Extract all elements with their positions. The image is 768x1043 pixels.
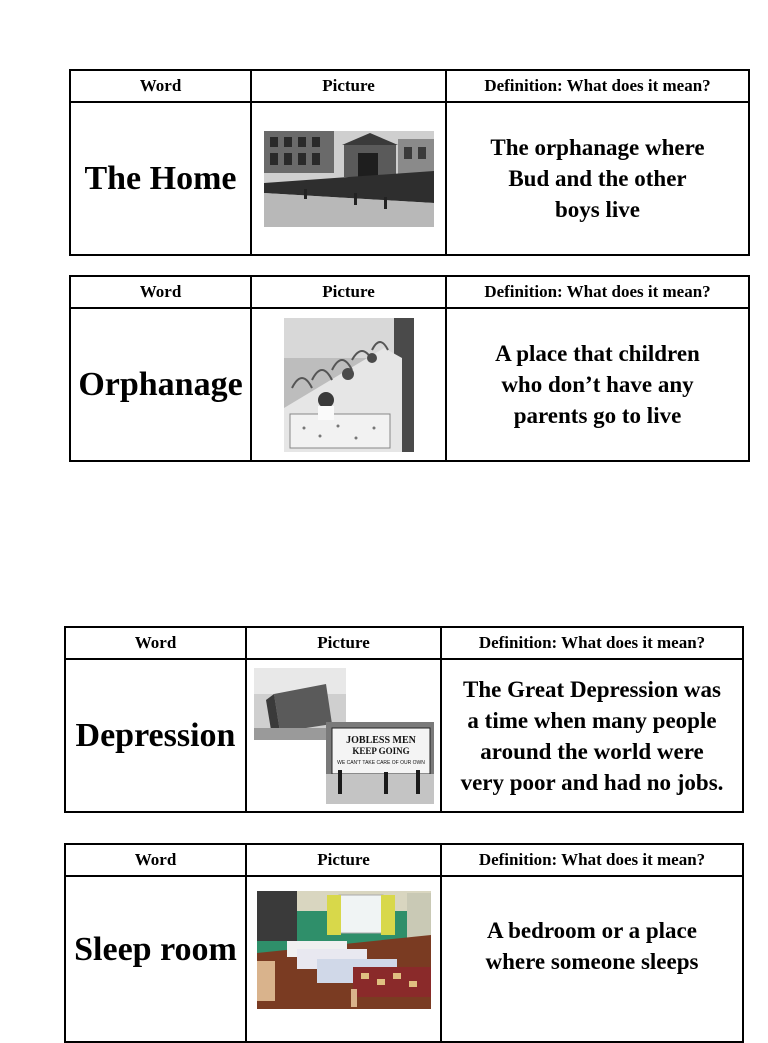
definition-line: The Great Depression was	[463, 676, 721, 702]
vocab-card-sleep-room	[64, 843, 744, 1043]
vocab-word: Orphanage	[70, 308, 251, 461]
definition-line: The orphanage where	[490, 135, 705, 160]
definition-line: A bedroom or a place	[487, 918, 697, 943]
word-header: Word	[70, 70, 251, 102]
sign-text: WE CAN'T TAKE CARE OF OUR OWN	[336, 759, 425, 766]
definition-line: around the world were	[480, 738, 704, 764]
word-header: Word	[70, 276, 251, 308]
picture-header: Picture	[251, 276, 446, 308]
picture-header: Picture	[251, 70, 446, 102]
dormitory-bedroom-photo	[257, 891, 431, 1009]
definition-line: parents go to live	[513, 403, 682, 428]
definition-header: Definition: What does it mean?	[446, 70, 749, 102]
definition-line: very poor and had no jobs.	[460, 769, 724, 795]
definition-header: Definition: What does it mean?	[441, 844, 743, 876]
picture-cell	[246, 876, 441, 1042]
picture-header: Picture	[246, 844, 441, 876]
definition-cell	[446, 308, 749, 461]
vocab-word: The Home	[70, 102, 251, 255]
definition-line: who don’t have any	[501, 372, 694, 397]
definition-line: where someone sleeps	[485, 949, 699, 974]
vocab-card-the-home	[69, 69, 750, 256]
definition-line: a time when many people	[467, 707, 717, 733]
vocab-card-orphanage	[69, 275, 750, 462]
great-depression-photos	[252, 666, 436, 806]
picture-header: Picture	[246, 627, 441, 659]
word-header: Word	[65, 627, 246, 659]
definition-line: boys live	[555, 197, 640, 222]
definition-cell	[441, 659, 743, 812]
definition-cell	[441, 876, 743, 1042]
vocab-word: Sleep room	[65, 876, 246, 1042]
sign-text: KEEP GOING	[351, 745, 410, 756]
vocab-word: Depression	[65, 659, 246, 812]
sign-text: JOBLESS MEN	[345, 734, 416, 746]
definition-line: A place that children	[495, 341, 700, 366]
picture-cell	[251, 308, 446, 461]
definition-header: Definition: What does it mean?	[441, 627, 743, 659]
definition-cell	[446, 102, 749, 255]
picture-cell	[251, 102, 446, 255]
picture-cell	[246, 659, 441, 812]
definition-header: Definition: What does it mean?	[446, 276, 749, 308]
word-header: Word	[65, 844, 246, 876]
orphanage-beds-children-photo	[284, 318, 414, 452]
definition-line: Bud and the other	[508, 166, 687, 191]
vocab-card-depression	[64, 626, 744, 813]
orphanage-building-crowd-photo	[264, 131, 434, 227]
